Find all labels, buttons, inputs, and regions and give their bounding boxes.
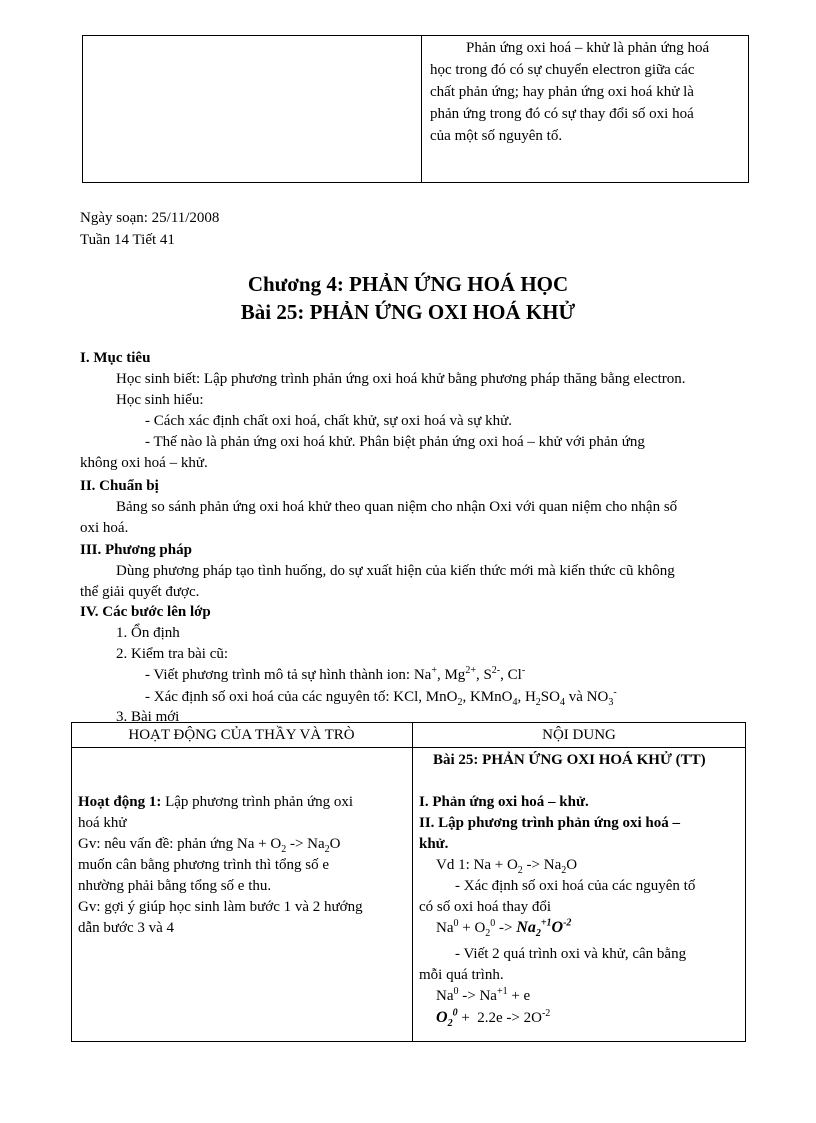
- step-item: 2. Kiểm tra bài cũ:: [116, 646, 229, 662]
- content-line: mỗi quá trình.: [419, 967, 504, 983]
- right-title: Bài 25: PHẢN ỨNG OXI HOÁ KHỬ (TT): [433, 752, 706, 768]
- table-header-activity: HOẠT ĐỘNG CỦA THẦY VÀ TRÒ: [128, 727, 355, 743]
- paragraph-line: - Thế nào là phản ứng oxi hoá khử. Phân biệt phản ứng oxi hoá – khử với phản ứng: [145, 434, 645, 450]
- activity-line: Gv: nêu vấn đề: phản ứng $Na + O_2 -> Na_2O$: [78, 836, 341, 855]
- top-table-divider: [421, 35, 422, 183]
- equation-line: $O_2^0 + 2.2e -> 2O^{-2}$: [436, 1007, 551, 1030]
- content-heading: II. Lập phương trình phản ứng oxi hoá –: [419, 815, 680, 831]
- equation-line: $Na^0 + O_2^0 -> Na_2^{+1}O^{-2}$: [436, 917, 572, 940]
- step-item: 3. Bài mới: [116, 709, 180, 725]
- paragraph-line: Bảng so sánh phản ứng oxi hoá khử theo quan niệm cho nhận Oxi với quan niệm cho nhận số: [116, 499, 678, 515]
- section-heading: III. Phương pháp: [80, 542, 192, 558]
- top-cell-line: học trong đó có sự chuyển electron giữa các: [430, 62, 695, 78]
- activity-line: Hoạt động 1: Lập phương trình phản ứng oxi: [78, 794, 354, 810]
- lesson-table-divider: [412, 722, 413, 1042]
- paragraph-line: Học sinh biết: Lập phương trình phản ứng oxi hoá khử bằng phương pháp thăng bằng electron.: [116, 371, 686, 387]
- top-cell-line: chất phản ứng; hay phản ứng oxi hoá khử là: [430, 84, 694, 100]
- equation-line: $Na^0 -> Na^{+1} + e$: [436, 986, 531, 1004]
- content-heading: khử.: [419, 836, 449, 852]
- top-cell-line: phản ứng trong đó có sự thay đổi số oxi hoá: [430, 106, 694, 122]
- top-cell-line: Phản ứng oxi hoá – khử là phản ứng hoá: [466, 40, 710, 56]
- activity-line: muốn cân bằng phương trình thì tổng số e: [78, 857, 330, 873]
- paragraph-line: - Cách xác định chất oxi hoá, chất khử, sự oxi hoá và sự khử.: [145, 413, 513, 429]
- section-heading: II. Chuẩn bị: [80, 478, 159, 494]
- paragraph-line: oxi hoá.: [80, 520, 129, 536]
- chapter-title: Chương 4: PHẢN ỨNG HOÁ HỌC: [247, 272, 569, 296]
- step-item: 1. Ổn định: [116, 625, 180, 641]
- week-lesson: Tuần 14 Tiết 41: [80, 232, 175, 248]
- paragraph-line: không oxi hoá – khử.: [80, 455, 208, 471]
- section-heading: I. Mục tiêu: [80, 350, 151, 366]
- paragraph-line: Học sinh hiểu:: [116, 392, 204, 408]
- activity-line: nhường phải bằng tổng số e thu.: [78, 878, 272, 894]
- section-heading: IV. Các bước lên lớp: [80, 604, 211, 620]
- example-line: Vd 1: $Na + O_2 -> Na_2O$: [436, 857, 578, 876]
- content-line: - Xác định số oxi hoá của các nguyên tố: [455, 878, 696, 894]
- prep-date: Ngày soạn: 25/11/2008: [80, 210, 220, 226]
- content-line: - Viết 2 quá trình oxi và khử, cân bằng: [455, 946, 687, 962]
- lesson-table-header-rule: [71, 747, 746, 748]
- content-line: có số oxi hoá thay đổi: [419, 899, 552, 915]
- lesson-title: Bài 25: PHẢN ỨNG OXI HOÁ KHỬ: [240, 300, 576, 324]
- question-line: - Viết phương trình mô tả sự hình thành ion: Na+, $Mg^{2+}$, $S^{2-}$, Cl-: [145, 665, 526, 683]
- activity-line: hoá khử: [78, 815, 127, 831]
- content-heading: I. Phản ứng oxi hoá – khử.: [419, 794, 589, 810]
- question-line: - Xác định số oxi hoá của các nguyên tố: KCl, MnO$_2$, KMnO$_4$, $H_2SO_4$ và $NO_3^-$: [145, 687, 617, 708]
- paragraph-line: thể giải quyết được.: [80, 584, 200, 600]
- top-cell-line: của một số nguyên tố.: [430, 128, 563, 144]
- paragraph-line: Dùng phương pháp tạo tình huống, do sự xuất hiện của kiến thức mới mà kiến thức cũ không: [116, 563, 675, 579]
- activity-line: dẫn bước 3 và 4: [78, 920, 175, 936]
- table-header-content: NỘI DUNG: [542, 727, 616, 743]
- activity-line: Gv: gợi ý giúp học sinh làm bước 1 và 2 hướng: [78, 899, 363, 915]
